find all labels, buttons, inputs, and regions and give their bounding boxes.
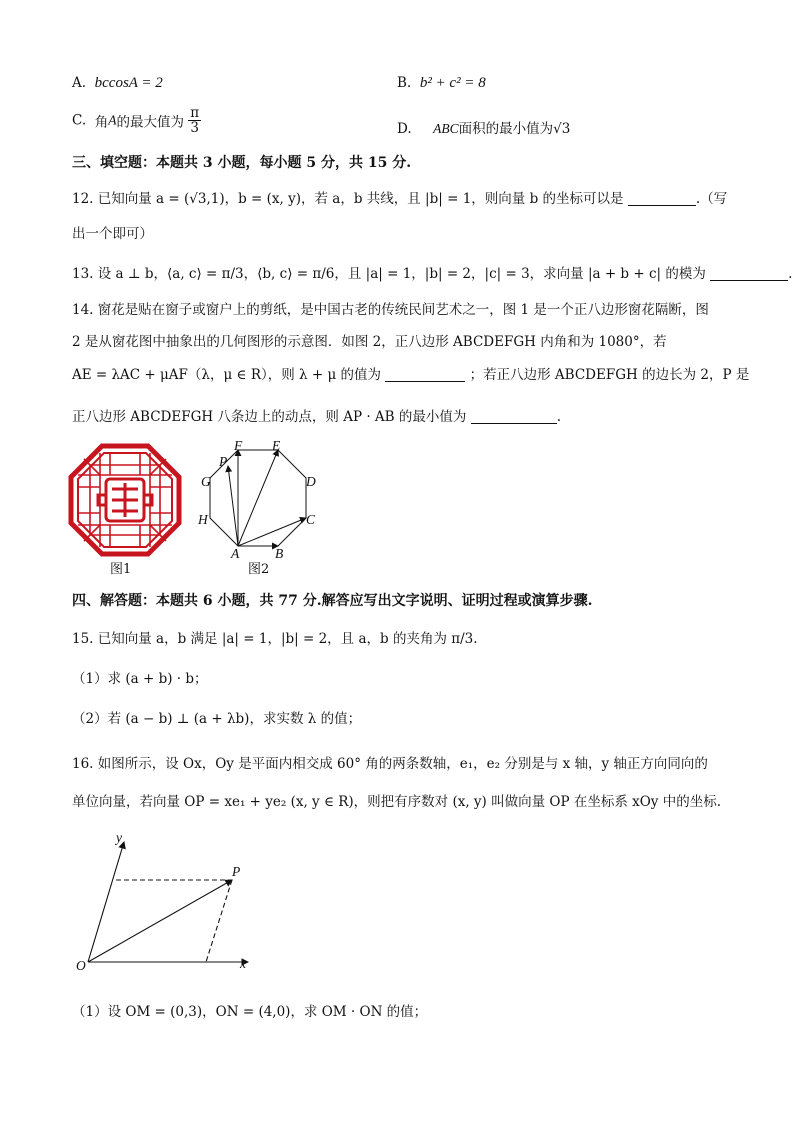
q14-answer-blank-1[interactable]: [385, 367, 465, 382]
q16-line2: 单位向量，若向量 OP = xe₁ + ye₂ (x, y ∈ R)，则把有序数对 (x, y) 叫做向量 OP 在坐标系 xOy 中的坐标.: [72, 794, 722, 810]
option-d: D. ABC面积的最小值为√3: [397, 121, 571, 137]
window-octagon-figure: [70, 445, 180, 555]
q16-fig-label-x: x: [240, 956, 246, 971]
option-c: C. 角A的最大值为 $\frac{\pi}{3}$: [72, 105, 200, 137]
q16-fig-label-o: O: [76, 958, 86, 973]
fig2-label-h: H: [198, 512, 208, 527]
q16-line1: 16. 如图所示，设 Ox，Oy 是平面内相交成 60° 角的两条数轴，e₁，e₂ 分别是与 x 轴，y 轴正方向同向的: [72, 756, 708, 772]
option-a-text: bccosA = 2: [94, 75, 163, 91]
oblique-coordinate-figure: [72, 830, 262, 980]
q16-fig-label-p: P: [232, 864, 241, 879]
q14-answer-blank-2[interactable]: [471, 409, 557, 424]
q16-fig-label-y: y: [116, 830, 122, 845]
fig2-label-p: P: [219, 454, 228, 469]
q15-part1: （1）求 (a + b) · b；: [72, 671, 208, 687]
q15-stem: 15. 已知向量 a，b 满足 |a| = 1，|b| = 2，且 a，b 的夹角为 π/3.: [72, 631, 478, 647]
fig2-label-f: F: [234, 438, 243, 453]
q16-part1: （1）设 OM = (0,3)，ON = (4,0)，求 OM · ON 的值；: [72, 1004, 428, 1020]
fig2-label-g: G: [201, 474, 211, 489]
q12-line1: 12. 已知向量 a = (√3,1)，b = (x, y)，若 a，b 共线，且 |b| = 1，则向量 b 的坐标可以是 .（写: [72, 191, 728, 207]
q13-line: 13. 设 a ⊥ b，⟨a, c⟩ = π/3，⟨b, c⟩ = π/6，且 |a| = 1，|b| = 2，|c| = 3，求向量 |a + b + c| 的模为 .: [72, 266, 793, 282]
q14-line3: AE = λAC + μAF（λ，μ ∈ R），则 λ + μ 的值为 ；若正八边形 ABCDEFGH 的边长为 2，P 是: [72, 367, 750, 383]
fig2-label-b: B: [275, 546, 284, 561]
q12-answer-blank[interactable]: [628, 191, 696, 206]
fig2-label-d: D: [306, 474, 316, 489]
section-4-title: 四、解答题：本题共 6 小题，共 77 分.解答应写出文字说明、证明过程或演算步骤.: [72, 593, 593, 609]
q12-line2: 出一个即可）: [72, 226, 153, 242]
fig2-caption: 图2: [248, 562, 270, 577]
option-b: B. b² + c² = 8: [397, 75, 486, 91]
fig2-label-a: A: [231, 546, 240, 561]
fig1-caption: 图1: [110, 562, 132, 577]
pi-over-3-fraction: $\frac{\pi}{3}$: [190, 105, 200, 137]
option-b-text: b² + c² = 8: [419, 75, 486, 91]
section-3-title: 三、填空题：本题共 3 小题，每小题 5 分，共 15 分.: [72, 155, 412, 171]
q15-part2: （2）若 (a − b) ⊥ (a + λb)，求实数 λ 的值；: [72, 711, 362, 727]
q14-line4: 正八边形 ABCDEFGH 八条边上的动点，则 AP · AB 的最小值为 .: [72, 409, 561, 425]
fig2-label-c: C: [306, 512, 316, 527]
option-a: A. bccosA = 2: [72, 75, 163, 91]
q14-line2: 2 是从窗花图中抽象出的几何图形的示意图．如图 2，正八边形 ABCDEFGH 内角和为 1080°，若: [72, 334, 667, 350]
octagon-vector-diagram: [198, 440, 328, 565]
q14-line1: 14. 窗花是贴在窗子或窗户上的剪纸，是中国古老的传统民间艺术之一，图 1 是一个正八边形窗花隔断，图: [72, 302, 709, 318]
fig2-label-e: E: [272, 438, 281, 453]
q13-answer-blank[interactable]: [710, 266, 788, 281]
